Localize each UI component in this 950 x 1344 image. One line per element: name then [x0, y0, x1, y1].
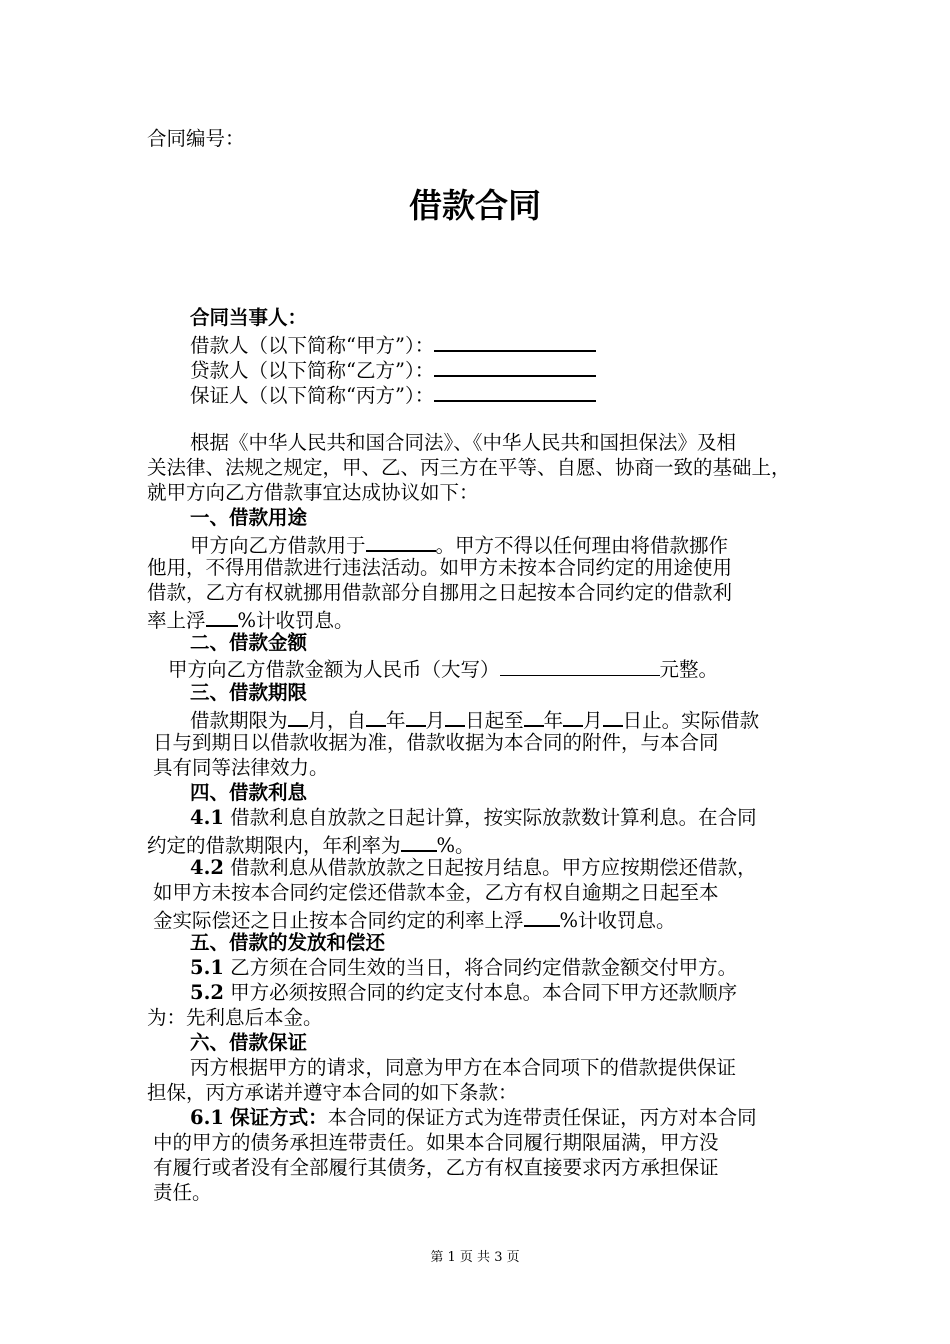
- clause-text: %计收罚息。: [559, 909, 676, 932]
- start-day-blank: [445, 705, 465, 727]
- preamble-line-3: 就甲方向乙方借款事宜达成协议如下：: [147, 481, 479, 504]
- term-text: 年: [543, 709, 564, 732]
- term-text: 日止。实际借款: [622, 709, 760, 732]
- term-text: 月，自: [307, 709, 367, 732]
- term-months-blank: [288, 705, 308, 727]
- start-year-blank: [366, 705, 386, 727]
- lender-label: 贷款人（以下简称“乙方”）：: [190, 359, 435, 382]
- purpose-blank: [366, 530, 436, 552]
- section-1-text: %计收罚息。: [237, 609, 354, 632]
- term-text: 月: [583, 709, 603, 732]
- clause-4-2-line-1: [190, 855, 757, 880]
- clause-number: 5.1: [190, 956, 224, 979]
- borrower-label: 借款人（以下简称“甲方”）：: [190, 334, 435, 357]
- section-1-line-4: [147, 605, 354, 633]
- clause-4-1-line-2: [147, 830, 475, 858]
- section-2-heading: 二、借款金额: [190, 631, 308, 654]
- clause-number: 4.2: [190, 856, 224, 879]
- borrower-line: [190, 330, 596, 358]
- preamble-line-1: 根据《中华人民共和国合同法》、《中华人民共和国担保法》及相: [190, 431, 737, 454]
- term-text: 月: [425, 709, 446, 732]
- lender-line: [190, 355, 596, 383]
- clause-label: 保证方式：: [230, 1106, 328, 1129]
- clause-6-1-line-1: [190, 1105, 757, 1130]
- page-title: 借款合同: [409, 186, 541, 225]
- clause-6-1-line-4: 责任。: [153, 1181, 212, 1204]
- section-1-line-2: 他用，不得用借款进行违法活动。如甲方未按本合同约定的用途使用: [147, 556, 733, 579]
- section-1-text: 。甲方不得以任何理由将借款挪作: [435, 534, 729, 557]
- clause-text: 金实际偿还之日止按本合同约定的利率上浮: [153, 909, 524, 932]
- section-5-heading: 五、借款的发放和偿还: [190, 931, 386, 954]
- clause-text: 本合同的保证方式为连带责任保证，丙方对本合同: [327, 1106, 757, 1129]
- section-3-heading: 三、借款期限: [190, 681, 308, 704]
- clause-text: 乙方须在合同生效的当日，将合同约定借款金额交付甲方。: [230, 956, 738, 979]
- section-3-line-2: 日与到期日以借款收据为准，借款收据为本合同的附件，与本合同: [153, 731, 719, 754]
- section-6-line-2: 担保，丙方承诺并遵守本合同的如下条款：: [147, 1081, 518, 1104]
- section-1-heading: 一、借款用途: [190, 506, 308, 529]
- borrower-blank: [434, 330, 596, 352]
- section-6-line-1: 丙方根据甲方的请求，同意为甲方在本合同项下的借款提供保证: [190, 1056, 737, 1079]
- section-1-line-3: 借款，乙方有权就挪用借款部分自挪用之日起按本合同约定的借款利: [147, 581, 733, 604]
- end-day-blank: [603, 705, 623, 727]
- clause-number: 4.1: [190, 806, 224, 829]
- term-text: 年: [386, 709, 406, 732]
- section-1-line-1: [190, 530, 728, 558]
- end-year-blank: [524, 705, 544, 727]
- section-2-text: 甲方向乙方借款金额为人民币（大写）: [168, 658, 500, 681]
- section-2-line-1: [168, 655, 718, 682]
- clause-4-2-line-3: [153, 905, 676, 933]
- amount-blank: [500, 655, 660, 676]
- clause-6-1-line-3: 有履行或者没有全部履行其债务，乙方有权直接要求丙方承担保证: [153, 1156, 719, 1179]
- clause-5-2-line-2: 为：先利息后本金。: [147, 1006, 323, 1029]
- clause-text: 借款利息自放款之日起计算，按实际放款数计算利息。在合同: [230, 806, 757, 829]
- clause-text: 约定的借款期限内，年利率为: [147, 834, 401, 857]
- clause-text: 借款利息从借款放款之日起按月结息。甲方应按期偿还借款，: [230, 856, 757, 879]
- clause-5-2-line-1: [190, 980, 737, 1005]
- section-3-line-3: 具有同等法律效力。: [153, 756, 329, 779]
- page-footer: 第 1 页 共 3 页: [430, 1250, 520, 1265]
- end-month-blank: [563, 705, 583, 727]
- overdue-rate-blank: [524, 905, 560, 927]
- clause-number: 6.1: [190, 1106, 224, 1129]
- term-text: 借款期限为: [190, 709, 288, 732]
- section-4-heading: 四、借款利息: [190, 781, 308, 804]
- section-2-text: 元整。: [659, 658, 719, 681]
- clause-4-2-line-2: 如甲方未按本合同约定偿还借款本金，乙方有权自逾期之日起至本: [153, 881, 719, 904]
- clause-text: %。: [436, 834, 475, 857]
- section-1-text: 甲方向乙方借款用于: [190, 534, 366, 557]
- clause-number: 5.2: [190, 981, 224, 1004]
- guarantor-blank: [434, 380, 596, 402]
- penalty-rate-blank: [206, 605, 238, 627]
- clause-5-1: [190, 955, 737, 980]
- contract-number-label: 合同编号：: [147, 127, 245, 150]
- parties-heading: 合同当事人：: [190, 306, 308, 329]
- clause-text: 甲方必须按照合同的约定支付本息。本合同下甲方还款顺序: [230, 981, 738, 1004]
- section-1-text: 率上浮: [147, 609, 206, 632]
- section-3-line-1: [190, 705, 759, 733]
- clause-6-1-line-2: 中的甲方的债务承担连带责任。如果本合同履行期限届满，甲方没: [153, 1131, 719, 1154]
- guarantor-label: 保证人（以下简称“丙方”）：: [190, 384, 435, 407]
- preamble-line-2: 关法律、法规之规定，甲、乙、丙三方在平等、自愿、协商一致的基础上，: [147, 456, 791, 479]
- lender-blank: [434, 355, 596, 377]
- section-6-heading: 六、借款保证: [190, 1031, 308, 1054]
- start-month-blank: [406, 705, 426, 727]
- term-text: 日起至: [465, 709, 524, 732]
- clause-4-1-line-1: [190, 805, 757, 830]
- guarantor-line: [190, 380, 596, 408]
- annual-rate-blank: [401, 830, 437, 852]
